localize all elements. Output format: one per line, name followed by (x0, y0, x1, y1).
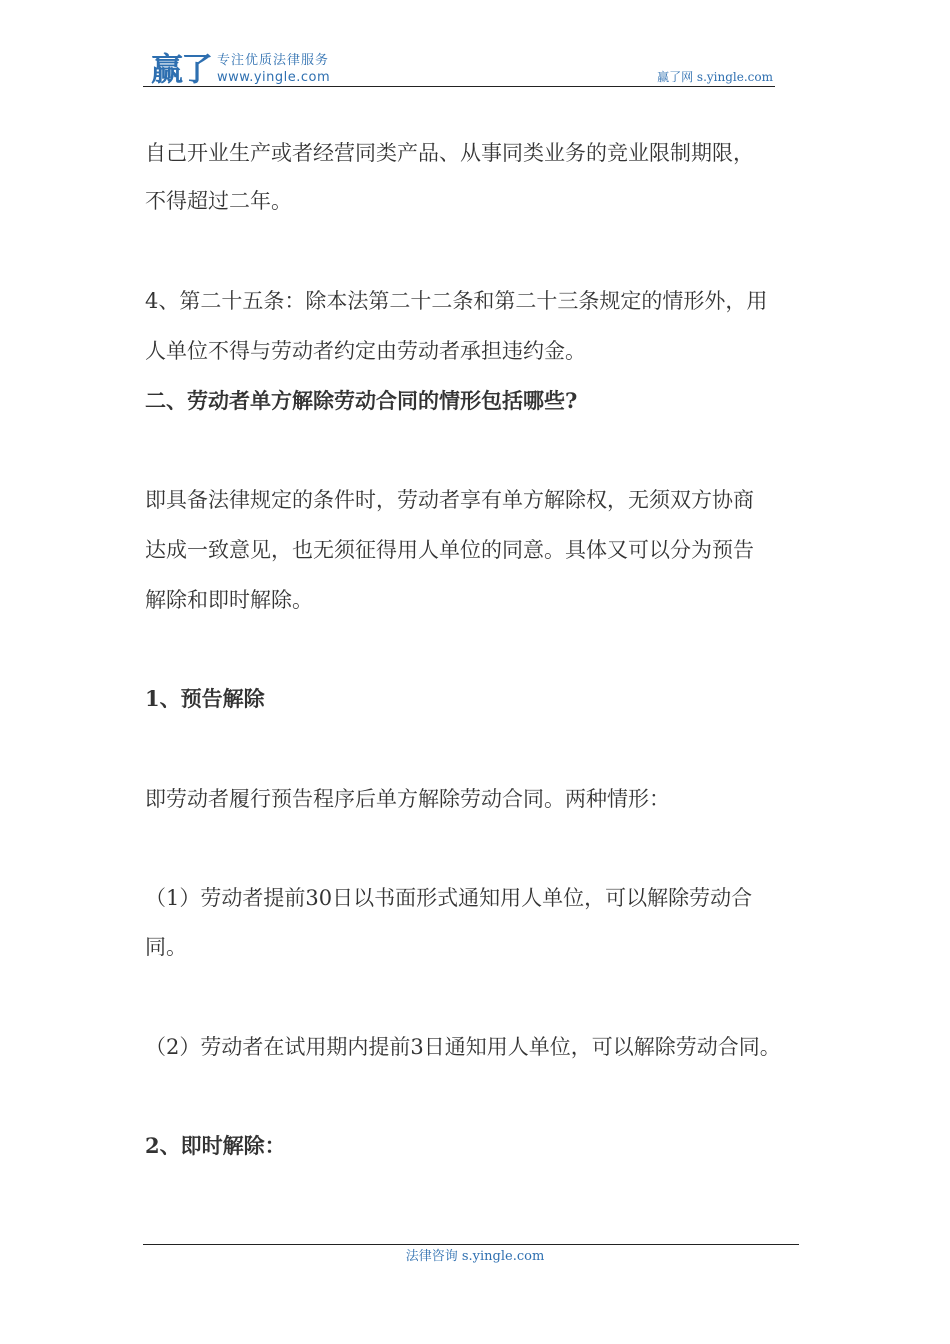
body-line: 不得超过二年。 (145, 189, 292, 213)
footer-divider (143, 1244, 799, 1245)
yingle-logo[interactable]: 赢了 (151, 50, 212, 88)
body-line: 人单位不得与劳动者约定由劳动者承担违约金。 (145, 339, 586, 363)
page-header (143, 48, 775, 88)
header-site-link[interactable]: 赢了网 s.yingle.com (657, 70, 773, 84)
body-line: 即劳动者履行预告程序后单方解除劳动合同。两种情形： (145, 787, 670, 811)
section-heading: 二、劳动者单方解除劳动合同的情形包括哪些? (145, 388, 578, 413)
body-line: （2）劳动者在试用期内提前3日通知用人单位，可以解除劳动合同。 (145, 1035, 781, 1059)
subsection-heading: 1、预告解除 (145, 686, 265, 711)
body-line: 自己开业生产或者经营同类产品、从事同类业务的竞业限制期限， (145, 141, 754, 165)
body-line: （1）劳动者提前30日以书面形式通知用人单位，可以解除劳动合 (145, 886, 753, 910)
header-divider (143, 86, 775, 87)
subsection-heading: 2、即时解除： (145, 1133, 286, 1158)
body-line: 达成一致意见，也无须征得用人单位的同意。具体又可以分为预告 (145, 538, 754, 562)
body-line: 即具备法律规定的条件时，劳动者享有单方解除权，无须双方协商 (145, 488, 754, 512)
logo-slogan: 专注优质法律服务 (217, 53, 330, 68)
footer-link[interactable]: 法律咨询 s.yingle.com (405, 1249, 545, 1264)
body-line: 4、第二十五条：除本法第二十二条和第二十三条规定的情形外，用 (145, 289, 768, 313)
logo-url[interactable]: www.yingle.com (217, 70, 331, 85)
body-line: 同。 (145, 935, 187, 959)
body-line: 解除和即时解除。 (145, 588, 313, 612)
